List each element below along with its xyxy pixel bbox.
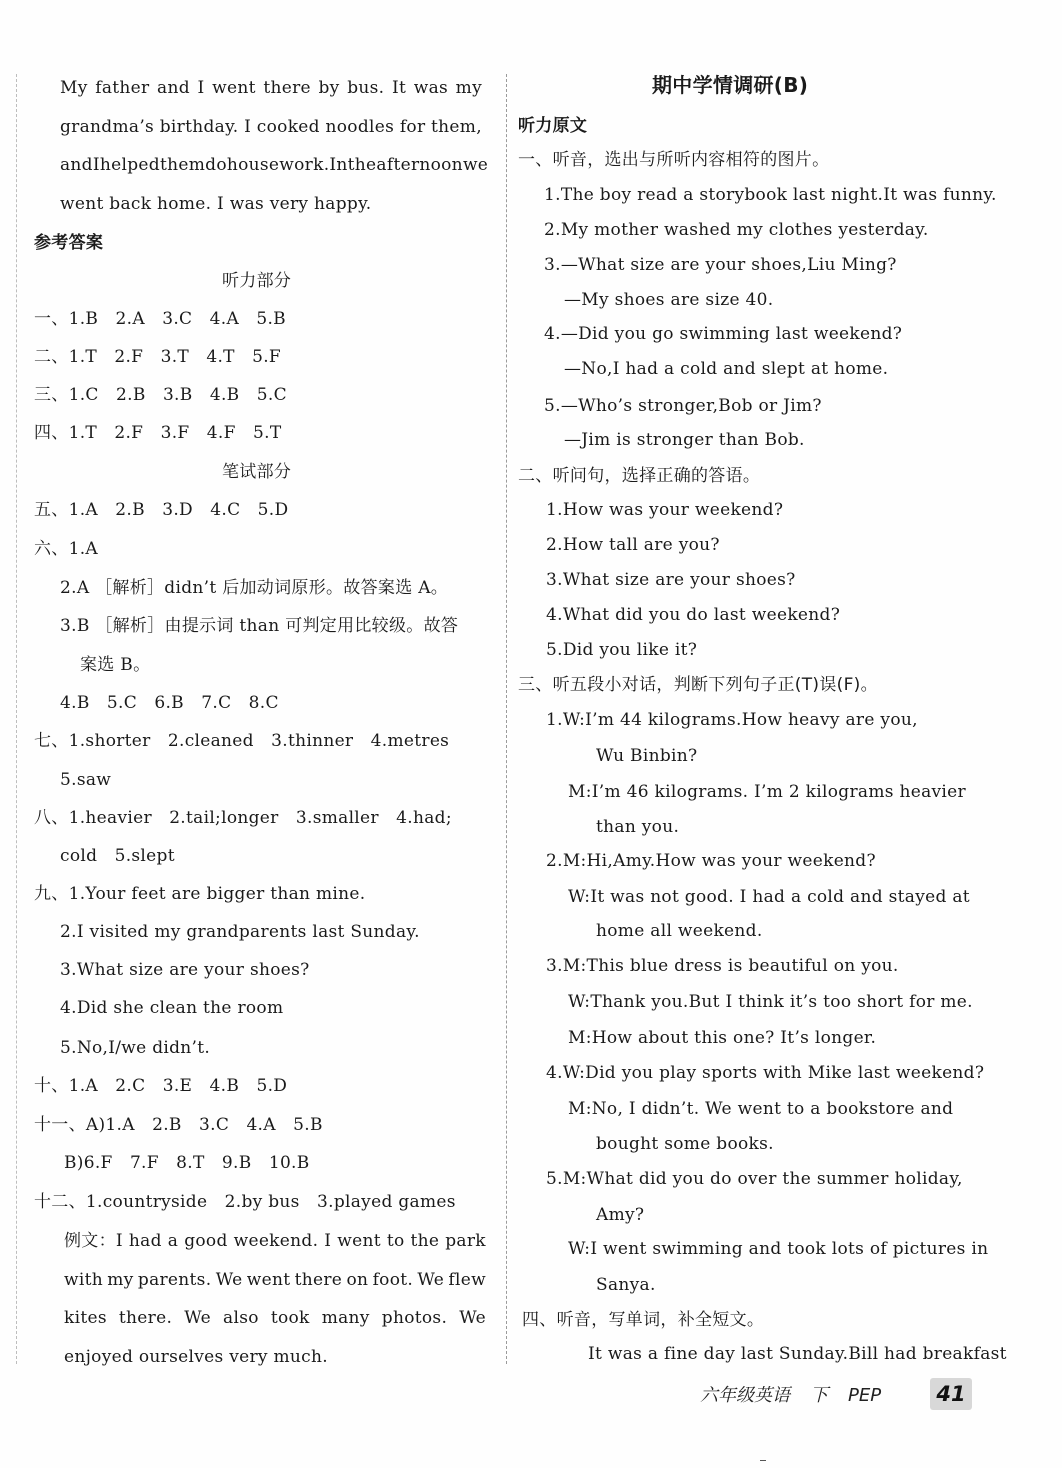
word: I: [244, 117, 252, 137]
section-heading: 听力原文: [518, 116, 588, 136]
word: by: [318, 78, 340, 98]
transcript-line: M:How about this one? It’s longer.: [568, 1028, 877, 1048]
word: cooked: [256, 117, 320, 137]
word: many: [321, 1308, 370, 1328]
word: flew: [448, 1270, 486, 1290]
left-margin-line: [16, 74, 17, 1364]
passage-line-1: [60, 77, 482, 99]
answer-line: 五、1.A 2.B 3.D 4.C 5.D: [34, 500, 289, 520]
footer-edition: PEP: [848, 1385, 882, 1406]
column-divider: [506, 74, 507, 1364]
word: them,: [431, 117, 482, 137]
word: afternoon: [376, 155, 463, 175]
answer-line: 四、1.T 2.F 3.F 4.F 5.T: [34, 423, 282, 443]
word: We: [417, 1270, 445, 1290]
answer-line: 二、1.T 2.F 3.T 4.T 5.F: [34, 347, 282, 367]
passage-line-3: [60, 154, 489, 176]
word: park: [445, 1231, 486, 1251]
passage-line-4: went back home. I was very happy.: [60, 194, 372, 214]
transcript-line: M:No, I didn’t. We went to a bookstore and: [568, 1099, 954, 1119]
transcript-line: 4.—Did you go swimming last weekend?: [544, 324, 903, 344]
answer-line: 4.B 5.C 6.B 7.C 8.C: [60, 693, 279, 713]
word: the: [347, 155, 377, 175]
word: My: [60, 78, 88, 98]
transcript-line: 5.—Who’s stronger,Bob or Jim?: [544, 396, 822, 416]
transcript-line: 1.The boy read a storybook last night.It was funny.: [544, 185, 997, 205]
word: We: [184, 1308, 211, 1328]
word: 例文：I: [64, 1231, 123, 1251]
transcript-line: 3.M:This blue dress is beautiful on you.: [546, 956, 899, 976]
word: birthday.: [159, 117, 239, 137]
page-footer: [700, 1381, 901, 1407]
word: I: [92, 155, 100, 175]
word: We: [459, 1308, 486, 1328]
answer-line: B)6.F 7.F 8.T 9.B 10.B: [64, 1153, 310, 1173]
word: there: [294, 1270, 343, 1290]
word: to: [386, 1231, 405, 1251]
transcript-line: 二、听问句，选择正确的答语。: [518, 466, 761, 486]
word: We: [215, 1270, 243, 1290]
word: the: [410, 1231, 440, 1251]
word: noodles: [325, 117, 395, 137]
essay-line-3: [64, 1307, 486, 1329]
transcript-line: 1.How was your weekend?: [546, 500, 784, 520]
transcript-line: W:I went swimming and took lots of pictures in: [568, 1239, 989, 1259]
word: I: [197, 78, 205, 98]
transcript-line: —No,I had a cold and slept at home.: [564, 359, 889, 379]
transcript-line: M:I’m 46 kilograms. I’m 2 kilograms heavier: [568, 782, 966, 802]
word: and: [60, 155, 93, 175]
word: a: [167, 1231, 179, 1251]
transcript-line: 5.Did you like it?: [546, 640, 698, 660]
word: we: [462, 155, 489, 175]
answer-line: 十一、A)1.A 2.B 3.C 4.A 5.B: [34, 1115, 323, 1135]
passage-line-2: [60, 116, 482, 138]
word: my: [455, 78, 482, 98]
transcript-line: home all weekend.: [596, 921, 763, 941]
word: housework.: [226, 155, 330, 175]
word: kites: [64, 1308, 107, 1328]
transcript-line: Sanya.: [596, 1275, 656, 1295]
answer-line: 4.Did she clean the room: [60, 998, 284, 1018]
answer-line: 3.B ［解析］由提示词 than 可判定用比较级。故答: [60, 616, 459, 636]
word: on: [346, 1270, 369, 1290]
word: took: [270, 1308, 310, 1328]
transcript-line: 四、听音，写单词，补全短文。: [522, 1310, 765, 1330]
transcript-line: —My shoes are size 40.: [564, 290, 774, 310]
word: and: [157, 78, 190, 98]
word: also: [223, 1308, 259, 1328]
word: photos.: [381, 1308, 448, 1328]
transcript-line: 3.What size are your shoes?: [546, 570, 796, 590]
word: went: [337, 1231, 381, 1251]
transcript-line: 三、听五段小对话，判断下列句子正(T)误(F)。: [518, 675, 878, 695]
answer-line: 2.A ［解析］didn’t 后加动词原形。故答案选 A。: [60, 578, 449, 598]
word: there: [263, 78, 311, 98]
answer-line: 八、1.heavier 2.tail;longer 3.smaller 4.had;: [34, 808, 452, 828]
word: I: [324, 1231, 332, 1251]
word: for: [399, 117, 426, 137]
transcript-line: 2.My mother washed my clothes yesterday.: [544, 220, 929, 240]
answer-line: 十、1.A 2.C 3.E 4.B 5.D: [34, 1076, 288, 1096]
answer-line: 十二、1.countryside 2.by bus 3.played games: [34, 1192, 456, 1212]
word: was: [413, 78, 449, 98]
word: foot.: [372, 1270, 414, 1290]
answer-line: 三、1.C 2.B 3.B 4.B 5.C: [34, 385, 287, 405]
transcript-line: 3.—What size are your shoes,Liu Ming?: [544, 255, 897, 275]
essay-line-4: enjoyed ourselves very much.: [64, 1347, 328, 1367]
answer-line: 3.What size are your shoes?: [60, 960, 310, 980]
footer-grade: 六年级英语: [700, 1385, 790, 1406]
word: weekend.: [233, 1231, 319, 1251]
word: It: [391, 78, 407, 98]
page-mark: [760, 1460, 766, 1461]
transcript-line: Amy?: [596, 1205, 645, 1225]
answer-line: 5.No,I/we didn’t.: [60, 1038, 211, 1058]
word: them: [159, 155, 206, 175]
word: parents.: [137, 1270, 212, 1290]
answer-line: 七、1.shorter 2.cleaned 3.thinner 4.metres: [34, 731, 450, 751]
transcript-line: W:It was not good. I had a cold and stayed at: [568, 887, 970, 907]
answer-line: 案选 B。: [80, 655, 151, 675]
word: good: [184, 1231, 228, 1251]
word: went: [212, 78, 256, 98]
page-title: 期中学情调研(B): [652, 73, 809, 97]
answers-heading: 参考答案: [34, 233, 104, 253]
word: there.: [118, 1308, 173, 1328]
word: my: [107, 1270, 134, 1290]
transcript-line: It was a fine day last Sunday.Bill had breakfast: [588, 1344, 1007, 1364]
transcript-line: 5.M:What did you do over the summer holiday,: [546, 1169, 963, 1189]
word: with: [64, 1270, 103, 1290]
listening-heading: 听力部分: [222, 271, 292, 291]
word: grandma’s: [60, 117, 155, 137]
essay-line-1: [64, 1230, 486, 1252]
transcript-line: 2.How tall are you?: [546, 535, 720, 555]
transcript-line: W:Thank you.But I think it’s too short for me.: [568, 992, 973, 1012]
word: had: [128, 1231, 162, 1251]
writing-heading: 笔试部分: [222, 462, 292, 482]
transcript-line: 2.M:Hi,Amy.How was your weekend?: [546, 851, 876, 871]
answer-line: 5.saw: [60, 770, 112, 790]
transcript-line: 1.W:I’m 44 kilograms.How heavy are you,: [546, 710, 918, 730]
transcript-line: —Jim is stronger than Bob.: [564, 430, 805, 450]
page-number: 41: [930, 1378, 972, 1410]
transcript-line: 4.What did you do last weekend?: [546, 605, 841, 625]
word: went: [246, 1270, 291, 1290]
answer-line: 九、1.Your feet are bigger than mine.: [34, 884, 366, 904]
word: do: [205, 155, 227, 175]
transcript-line: Wu Binbin?: [596, 746, 698, 766]
transcript-line: 4.W:Did you play sports with Mike last weekend?: [546, 1063, 985, 1083]
transcript-line: bought some books.: [596, 1134, 774, 1154]
word: bus.: [347, 78, 385, 98]
essay-line-2: [64, 1269, 486, 1291]
transcript-line: than you.: [596, 817, 680, 837]
answer-line: 2.I visited my grandparents last Sunday.: [60, 922, 420, 942]
answer-line: cold 5.slept: [60, 846, 175, 866]
answer-line: 六、1.A: [34, 539, 98, 559]
word: helped: [99, 155, 160, 175]
transcript-line: 一、听音，选出与所听内容相符的图片。: [518, 150, 830, 170]
word: father: [95, 78, 150, 98]
answer-line: 一、1.B 2.A 3.C 4.A 5.B: [34, 309, 286, 329]
word: In: [329, 155, 348, 175]
footer-volume: 下: [810, 1385, 828, 1406]
